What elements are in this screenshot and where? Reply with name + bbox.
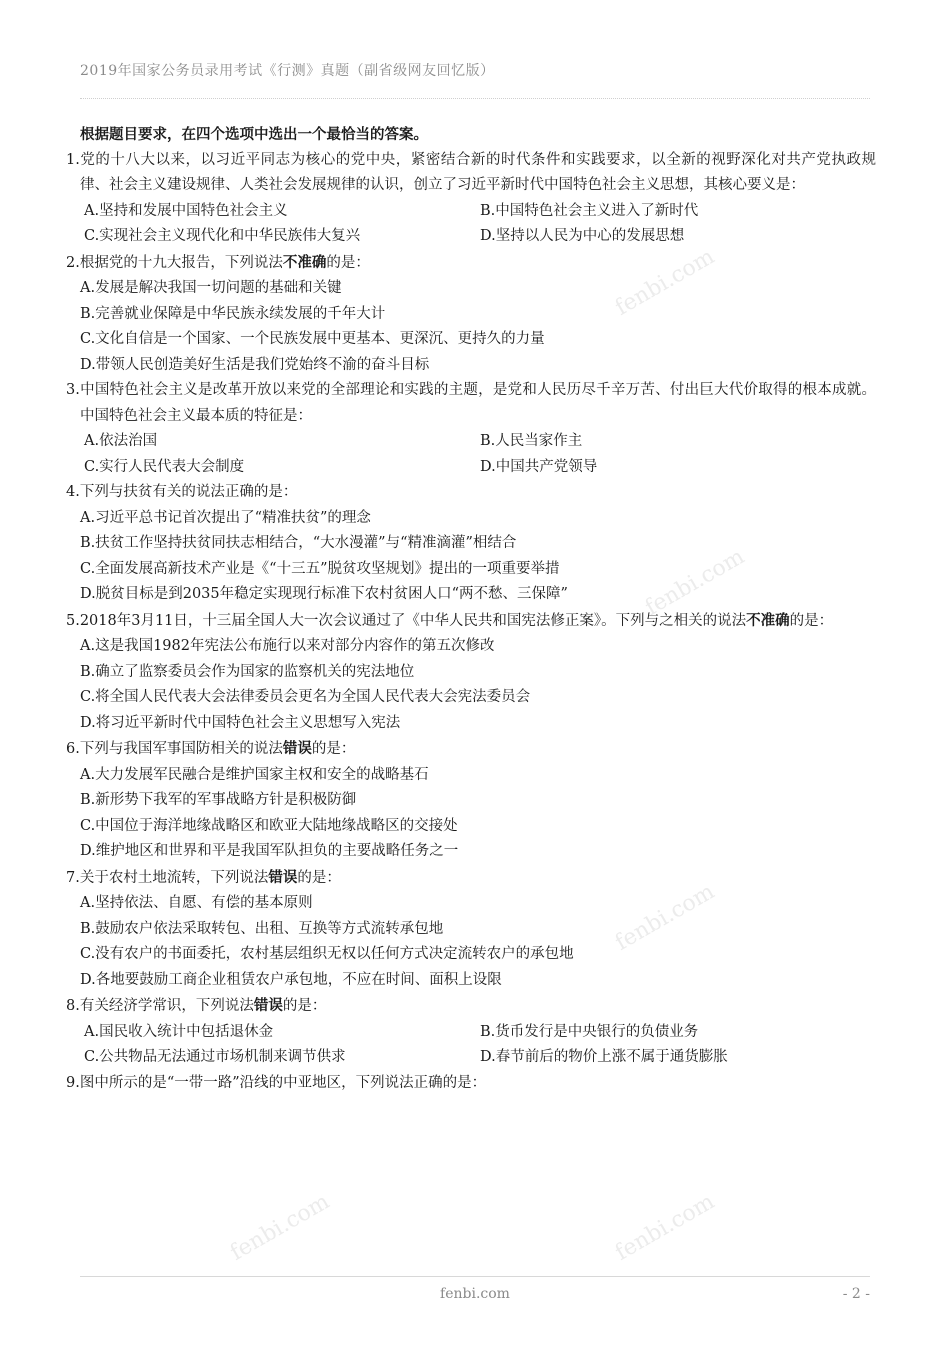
option-list (66, 763, 876, 865)
stem-emphasis: 不准确 (746, 611, 790, 629)
stem-emphasis: 错误 (282, 740, 312, 757)
question-7 (66, 865, 876, 994)
option-c: C.实行人民代表大会制度 (84, 458, 245, 475)
question-stem: 9.图中所示的是“一带一路”沿线的中亚地区，下列说法正确的是： (66, 1074, 487, 1091)
question-stem (66, 608, 876, 635)
option-b: B.扶贫工作坚持扶贫同扶志相结合，“大水漫灌”与“精准滴灌”相结合 (80, 535, 517, 551)
option-d: D.各地要鼓励工商企业租赁农户承包地，不应在时间、面积上设限 (80, 971, 502, 988)
stem-emphasis: 不准确 (282, 253, 327, 271)
stem-text: 6.下列与我国军事国防相关的说法 (66, 741, 283, 757)
question-5 (66, 608, 876, 737)
footer-divider (80, 1276, 870, 1277)
stem-emphasis: 错误 (253, 997, 283, 1014)
option-list (66, 634, 876, 736)
option-a: A.大力发展军民融合是维护国家主权和安全的战略基石 (80, 766, 429, 783)
question-stem (66, 993, 876, 1020)
watermark: fenbi.com (611, 879, 719, 956)
option-b: B.人民当家作主 (480, 433, 583, 449)
question-stem: 1.党的十八大以来，以习近平同志为核心的党中央，紧密结合新的时代条件和实践要求，以全新的视野深化对共产党执政规律、社会主义建设规律、人类社会发展规律的认识，创立了习近平新时代中国特色社会主义思想，其核心要义是： (66, 151, 876, 193)
option-a: A.坚持和发展中国特色社会主义 (84, 202, 288, 219)
watermark: fenbi.com (611, 1189, 719, 1266)
option-list (66, 891, 876, 993)
question-stem (66, 736, 876, 763)
stem-text: 5.2018年3月11日，十三届全国人大一次会议通过了《中华人民共和国宪法修正案》。下列与之相关的说法 (66, 612, 747, 629)
option-d: D.坚持以人民为中心的发展思想 (480, 228, 685, 244)
option-c: C.文化自信是一个国家、一个民族发展中更基本、更深沉、更持久的力量 (80, 331, 545, 347)
option-grid (66, 199, 876, 250)
question-2 (66, 250, 876, 379)
option-b: B.鼓励农户依法采取转包、出租、互换等方式流转承包地 (80, 920, 444, 937)
option-b: B.新形势下我军的军事战略方针是积极防御 (80, 792, 357, 808)
watermark: fenbi.com (226, 1189, 334, 1266)
question-3 (66, 378, 876, 480)
stem-emphasis: 错误 (268, 868, 298, 886)
option-d: D.维护地区和世界和平是我国军队担负的主要战略任务之一 (80, 843, 459, 859)
option-b: B.确立了监察委员会作为国家的监察机关的宪法地位 (80, 663, 415, 680)
stem-text: 的是： (326, 254, 370, 271)
option-a: A.发展是解决我国一切问题的基础和关键 (80, 280, 342, 296)
header-divider (80, 98, 870, 99)
option-b: B.货币发行是中央银行的负债业务 (480, 1023, 699, 1040)
option-d: D.带领人民创造美好生活是我们党始终不渝的奋斗目标 (80, 356, 430, 373)
option-d: D.将习近平新时代中国特色社会主义思想写入宪法 (80, 714, 401, 731)
option-b: B.中国特色社会主义进入了新时代 (480, 202, 699, 219)
option-list (66, 506, 876, 608)
option-c: C.公共物品无法通过市场机制来调节供求 (84, 1049, 346, 1065)
option-a: A.习近平总书记首次提出了“精准扶贫”的理念 (80, 509, 371, 526)
question-stem (66, 250, 876, 277)
stem-text: 8.有关经济学常识，下列说法 (66, 998, 254, 1014)
stem-text: 的是： (297, 869, 341, 886)
question-stem: 4.下列与扶贫有关的说法正确的是： (66, 484, 298, 500)
question-stem: 3.中国特色社会主义是改革开放以来党的全部理论和实践的主题，是党和人民历尽千辛万苦、付出巨大代价取得的根本成就。中国特色社会主义最本质的特征是： (66, 382, 876, 424)
option-c: C.没有农户的书面委托，农村基层组织无权以任何方式决定流转农户的承包地 (80, 946, 574, 962)
stem-text: 的是： (311, 741, 356, 757)
option-d: D.春节前后的物价上涨不属于通货膨胀 (480, 1049, 728, 1065)
stem-text: 的是： (789, 612, 834, 629)
option-a: A.国民收入统计中包括退休金 (84, 1023, 274, 1040)
option-list (66, 276, 876, 378)
option-grid (66, 429, 876, 480)
question-6 (66, 736, 876, 865)
question-1 (66, 148, 876, 250)
page-header-title: 2019年国家公务员录用考试《行测》真题（副省级网友回忆版） (80, 63, 495, 79)
question-8 (66, 993, 876, 1071)
watermark: fenbi.com (641, 544, 749, 621)
stem-text: 2.根据党的十九大报告，下列说法 (66, 254, 283, 271)
option-c: C.将全国人民代表大会法律委员会更名为全国人民代表大会宪法委员会 (80, 689, 531, 705)
option-b: B.完善就业保障是中华民族永续发展的千年大计 (80, 305, 386, 322)
option-c: C.全面发展高新技术产业是《“十三五”脱贫攻坚规划》提出的一项重要举措 (80, 560, 560, 577)
option-d: D.中国共产党领导 (480, 458, 598, 475)
stem-text: 7.关于农村土地流转，下列说法 (66, 869, 269, 886)
watermark: fenbi.com (611, 244, 719, 321)
stem-text: 的是： (282, 998, 327, 1014)
footer-site: fenbi.com (440, 1286, 510, 1302)
page-number: - 2 - (842, 1286, 870, 1302)
option-c: C.中国位于海洋地缘战略区和欧亚大陆地缘战略区的交接处 (80, 817, 458, 834)
question-9 (66, 1071, 876, 1097)
option-a: A.这是我国1982年宪法公布施行以来对部分内容作的第五次修改 (80, 638, 495, 654)
instruction: 根据题目要求，在四个选项中选出一个最恰当的答案。 (80, 126, 428, 143)
option-c: C.实现社会主义现代化和中华民族伟大复兴 (84, 228, 361, 244)
option-a: A.依法治国 (84, 433, 158, 449)
option-grid (66, 1020, 876, 1071)
question-content (66, 122, 876, 1096)
question-4 (66, 480, 876, 608)
option-a: A.坚持依法、自愿、有偿的基本原则 (80, 895, 313, 911)
option-d: D.脱贫目标是到2035年稳定实现现行标准下农村贫困人口“两不愁、三保障” (80, 586, 568, 602)
question-stem (66, 865, 876, 892)
